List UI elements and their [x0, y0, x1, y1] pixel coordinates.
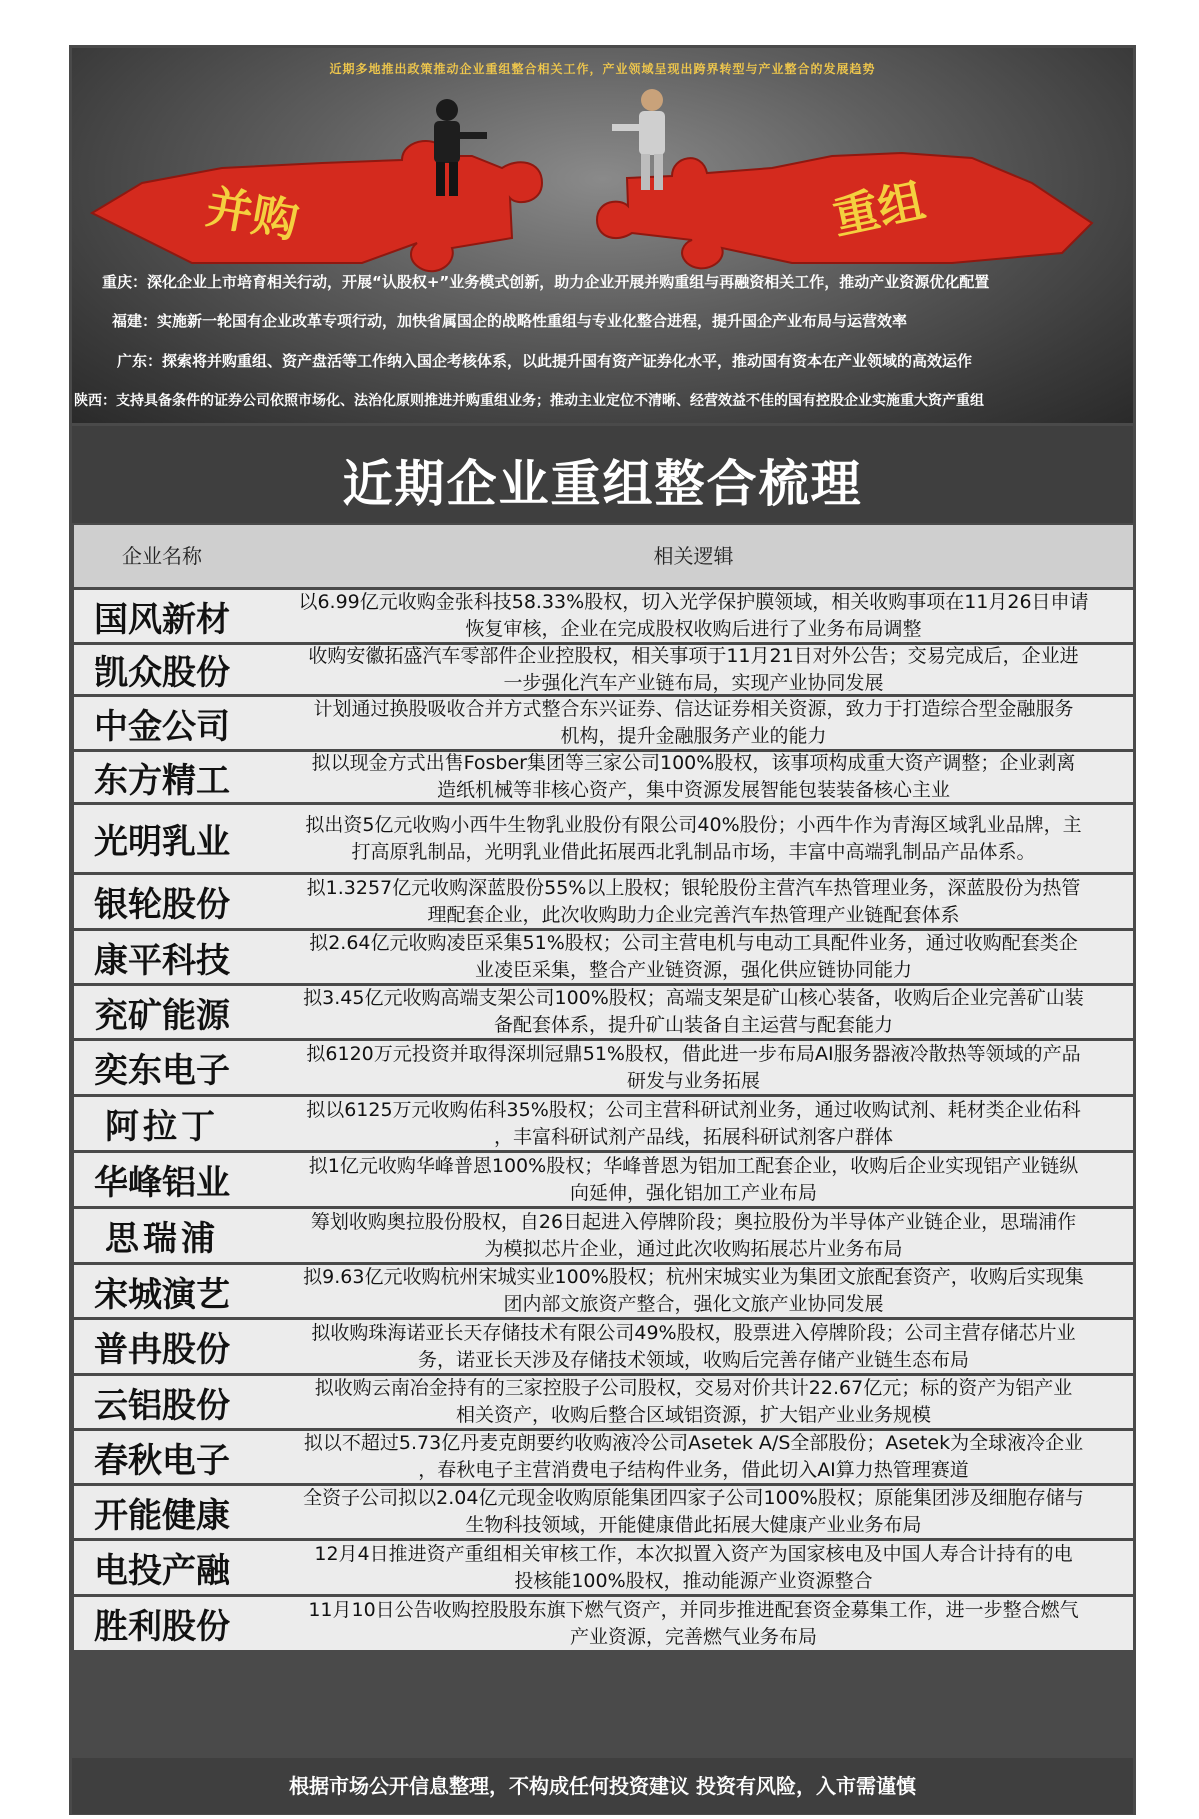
company-name: 康平科技	[94, 940, 230, 981]
company-name: 国风新材	[94, 599, 230, 640]
company-name: 东方精工	[94, 760, 230, 801]
logic-line-2: 务，诺亚长天涉及存储技术领域，收购后完善存储产业链生态布局	[417, 1348, 969, 1371]
logic-line-2: 机构，提升金融服务产业的能力	[560, 725, 827, 747]
company-logic	[254, 1041, 1133, 1094]
policy-fujian: 福建：实施新一轮国有企业改革专项行动，加快省属国企的战略性重组与专业化整合进程，提升国企产业布局与运营效率	[112, 312, 908, 330]
company-name: 奕东电子	[94, 1051, 230, 1091]
logic-line-2: 打高原乳制品，光明乳业借此拓展西北乳制品市场，丰富中高端乳制品产品体系。	[351, 840, 1036, 863]
company-name: 阿拉丁	[105, 1107, 219, 1147]
table-row	[74, 805, 1133, 872]
logic-text	[303, 1264, 1084, 1318]
logic-line-2: ，春秋电子主营消费电子结构件业务，借此切入AI算力热管理赛道	[418, 1459, 969, 1481]
businessman-right-icon	[612, 89, 665, 190]
logic-line-2: ，丰富科研试剂产品线，拓展科研试剂客户群体	[493, 1125, 893, 1148]
company-name: 思瑞浦	[105, 1219, 219, 1259]
puzzle-label-left: 并购	[202, 179, 303, 249]
logic-line-1: 全资子公司拟以2.04亿元现金收购原能集团四家子公司100%股权；原能集团涉及细胞存储与	[303, 1487, 1084, 1509]
logic-line-1: 拟9.63亿元收购杭州宋城实业100%股权；杭州宋城实业为集团文旅配套资产，收购后实现集	[303, 1266, 1084, 1288]
logic-text	[311, 1320, 1075, 1374]
company-logic	[254, 1541, 1133, 1594]
logic-line-2: 产业资源，完善燃气业务布局	[569, 1625, 817, 1648]
company-name: 银轮股份	[94, 885, 230, 925]
company-name: 普冉股份	[94, 1330, 230, 1370]
table-row	[74, 1153, 1133, 1206]
table-row	[74, 697, 1133, 749]
company-logic	[254, 931, 1133, 983]
table-row	[74, 986, 1133, 1038]
header-company-name: 企业名称	[122, 544, 202, 568]
hero-headline: 近期多地推出政策推动企业重组整合相关工作，产业领域呈现出跨界转型与产业整合的发展趋势	[329, 62, 876, 76]
company-name: 开能健康	[94, 1495, 230, 1536]
logic-line-1: 拟收购珠海诺亚长天存储技术有限公司49%股权，股票进入停牌阶段；公司主营存储芯片业	[311, 1321, 1076, 1344]
company-logic	[254, 1376, 1133, 1428]
page-title: 近期企业重组整合梳理	[342, 454, 863, 513]
company-logic	[254, 986, 1133, 1038]
logic-line-2: 一步强化汽车产业链布局，实现产业协同发展	[503, 671, 884, 694]
logic-line-1: 筹划收购奥拉股份股权，自26日起进入停牌阶段；奥拉股份为半导体产业链企业，思瑞浦作	[310, 1210, 1077, 1233]
table-row	[74, 1041, 1133, 1094]
logic-text	[307, 875, 1081, 929]
company-logic	[254, 1486, 1133, 1538]
company-name: 兖矿能源	[94, 995, 230, 1036]
company-logic	[254, 590, 1133, 642]
logic-line-1: 拟3.45亿元收购高端支架公司100%股权；高端支架是矿山核心装备，收购后企业完善矿山装	[303, 987, 1084, 1009]
logic-line-2: 生物科技领域，开能健康借此拓展大健康产业业务布局	[465, 1514, 922, 1536]
logic-line-2: 研发与业务拓展	[626, 1069, 760, 1092]
puzzle-piece-left	[92, 141, 542, 271]
table-row	[74, 1431, 1133, 1483]
company-name: 光明乳业	[94, 822, 230, 862]
company-logic	[254, 1209, 1133, 1262]
header-logic: 相关逻辑	[653, 544, 734, 568]
logic-line-1: 收购安徽拓盛汽车零部件企业控股权，相关事项于11月21日对外公告；交易完成后，企业进	[308, 644, 1079, 667]
logic-text	[309, 1153, 1078, 1207]
disclaimer-band	[72, 1758, 1133, 1814]
logic-line-1: 拟1.3257亿元收购深蓝股份55%以上股权；银轮股份主营汽车热管理业务，深蓝股份为热管	[306, 876, 1081, 899]
company-name: 春秋电子	[94, 1440, 230, 1481]
logic-line-2: 向延伸，强化铝加工产业布局	[569, 1181, 817, 1204]
logic-text	[305, 812, 1081, 866]
table-row	[74, 645, 1133, 694]
company-logic	[254, 805, 1133, 872]
policy-chongqing: 重庆：深化企业上市培育相关行动，开展“认股权+”业务模式创新，助力企业开展并购重组与再融资相关工作，推动产业资源优化配置	[102, 273, 990, 291]
logic-line-1: 拟出资5亿元收购小西牛生物乳业股份有限公司40%股份；小西牛作为青海区域乳业品牌，主	[305, 813, 1082, 836]
company-logic	[254, 1153, 1133, 1206]
logic-text	[308, 643, 1078, 697]
table-row	[74, 1541, 1133, 1594]
company-logic	[254, 645, 1133, 694]
logic-text	[313, 696, 1073, 750]
company-name: 华峰铝业	[94, 1163, 230, 1203]
company-logic	[254, 1265, 1133, 1317]
logic-line-2: 造纸机械等非核心资产，集中资源发展智能包装装备核心主业	[436, 779, 950, 801]
logic-line-2: 备配套体系，提升矿山装备自主运营与配套能力	[493, 1014, 893, 1036]
logic-line-2: 团内部文旅资产整合，强化文旅产业协同发展	[503, 1293, 884, 1315]
table-row	[74, 1209, 1133, 1262]
company-name: 电投产融	[94, 1551, 230, 1591]
logic-text	[311, 1209, 1076, 1263]
table-row	[74, 1597, 1133, 1650]
company-logic	[254, 875, 1133, 928]
logic-text	[303, 985, 1084, 1039]
logic-text	[314, 1541, 1072, 1595]
table-row	[74, 875, 1133, 928]
logic-text	[309, 930, 1078, 984]
table-row	[74, 1265, 1133, 1317]
table-row	[74, 931, 1133, 983]
company-name: 中金公司	[94, 706, 230, 747]
logic-text	[303, 1485, 1084, 1539]
company-name: 凯众股份	[94, 653, 230, 693]
logic-line-2: 理配套企业，此次收购助力企业完善汽车热管理产业链配套体系	[427, 903, 960, 926]
policy-guangdong: 广东：探索将并购重组、资产盘活等工作纳入国企考核体系，以此提升国有资产证券化水平，推动国有资本在产业领域的高效运作	[117, 352, 973, 370]
table-row	[74, 1376, 1133, 1428]
policy-shaanxi: 陕西：支持具备条件的证券公司依照市场化、法治化原则推进并购重组业务；推动主业定位不清晰、经营效益不佳的国有控股企业实施重大资产重组	[74, 393, 984, 409]
table-header	[74, 525, 1133, 587]
logic-line-2: 业凌臣采集，整合产业链资源，强化供应链协同能力	[474, 959, 912, 981]
logic-text	[304, 1430, 1083, 1484]
logic-text	[312, 750, 1076, 804]
title-band	[72, 426, 1133, 523]
logic-text	[315, 1375, 1072, 1429]
logic-line-1: 拟2.64亿元收购凌臣采集51%股权；公司主营电机与电动工具配件业务，通过收购配套类企	[309, 932, 1078, 954]
table-row	[74, 1320, 1133, 1373]
logic-line-1: 拟收购云南冶金持有的三家控股子公司股权，交易对价共计22.67亿元；标的资产为铝产业	[314, 1377, 1073, 1399]
table-row	[74, 1486, 1133, 1538]
company-name: 胜利股份	[94, 1607, 230, 1647]
puzzle-label-right: 重组	[828, 172, 930, 245]
table-row	[74, 752, 1133, 802]
table-row	[74, 1097, 1133, 1150]
logic-text	[308, 1597, 1078, 1651]
company-logic	[254, 1597, 1133, 1650]
table-row	[74, 590, 1133, 642]
logic-line-2: 为模拟芯片企业，通过此次收购拓展芯片业务布局	[484, 1237, 903, 1260]
logic-line-2: 投核能100%股权，推动能源产业资源整合	[514, 1569, 873, 1592]
company-name: 云铝股份	[94, 1385, 230, 1426]
company-name: 宋城演艺	[94, 1274, 230, 1315]
logic-line-1: 拟6120万元投资并取得深圳冠鼎51%股权，借此进一步布局AI服务器液冷散热等领域的产品	[306, 1042, 1081, 1065]
logic-line-2: 恢复审核，企业在完成股权收购后进行了业务布局调整	[465, 618, 922, 640]
logic-line-1: 12月4日推进资产重组相关审核工作，本次拟置入资产为国家核电及中国人寿合计持有的电	[314, 1542, 1073, 1565]
logic-text	[306, 1097, 1081, 1151]
logic-line-1: 拟1亿元收购华峰普恩100%股权；华峰普恩为铝加工配套企业，收购后企业实现铝产业链纵	[308, 1154, 1079, 1177]
logic-line-1: 拟以现金方式出售Fosber集团等三家公司100%股权，该事项构成重大资产调整；企业剥离	[311, 752, 1076, 774]
company-logic	[254, 697, 1133, 749]
logic-line-1: 以6.99亿元收购金张科技58.33%股权，切入光学保护膜领域，相关收购事项在11月26日申请	[298, 591, 1089, 613]
logic-line-1: 拟以6125万元收购佑科35%股权；公司主营科研试剂业务，通过收购试剂、耗材类企业佑科	[306, 1098, 1081, 1121]
company-logic	[254, 1320, 1133, 1373]
logic-line-1: 计划通过换股吸收合并方式整合东兴证券、信达证券相关资源，致力于打造综合型金融服务	[313, 698, 1074, 720]
logic-text	[306, 1041, 1080, 1095]
company-logic	[254, 752, 1133, 802]
logic-line-1: 11月10日公告收购控股股东旗下燃气资产，并同步推进配套资金募集工作，进一步整合燃气	[308, 1598, 1079, 1621]
logic-text	[298, 589, 1088, 643]
company-logic	[254, 1097, 1133, 1150]
disclaimer-text: 根据市场公开信息整理，不构成任何投资建议 投资有风险，入市需谨慎	[289, 1774, 916, 1798]
logic-line-1: 拟以不超过5.73亿丹麦克朗要约收购液冷公司Asetek A/S全部股份；Asetek为全球液冷企业	[303, 1432, 1084, 1454]
company-logic	[254, 1431, 1133, 1483]
hero-banner	[72, 48, 1133, 423]
logic-line-2: 相关资产，收购后整合区域铝资源，扩大铝产业业务规模	[455, 1404, 931, 1426]
